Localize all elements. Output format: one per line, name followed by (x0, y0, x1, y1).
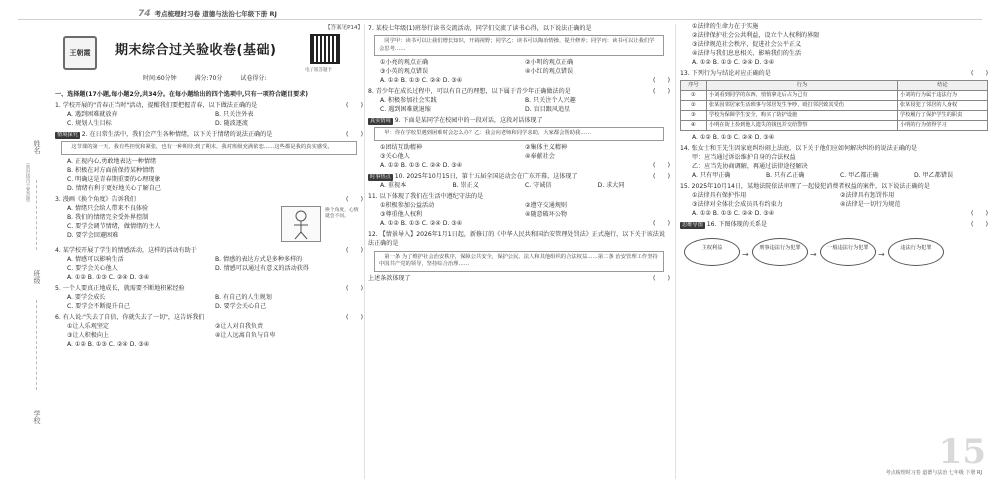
arrow-right-icon: → (810, 250, 817, 259)
option[interactable]: ④法律是一切行为规范 (840, 201, 901, 208)
column-1 (55, 22, 363, 349)
question-2 (55, 130, 363, 139)
option[interactable]: ③尊重他人权利 (380, 210, 423, 218)
q4-answer[interactable]: A. ①② B. ①③ C. ②④ D. ③④ (67, 273, 150, 281)
option[interactable]: A. 遇到困难就放弃 (67, 111, 118, 118)
q7-material (374, 35, 664, 56)
answer-blank[interactable]: ( ) (653, 172, 670, 180)
option[interactable]: B. 只有乙正确 (766, 172, 805, 179)
option[interactable]: ①团结互助精神 (380, 143, 423, 151)
option[interactable]: A. 情感可以影响生活 (67, 255, 124, 263)
column-3 (680, 22, 988, 278)
q7-options (368, 58, 670, 76)
q11-answer-text[interactable]: A. ①② B. ①③ C. ②④ D. ③④ (380, 219, 463, 227)
option[interactable]: D. 要学会关心自己 (215, 302, 267, 310)
q14-stem: 14. 张女士和王先生因家庭纠纷闹上法庭，以下关于他们应如何解决纠纷的说法正确的是 (680, 145, 918, 152)
option[interactable]: ②法律保护社会公共利益，设立个人权利的界限 (692, 32, 820, 39)
question-tag: 思维导图 (682, 222, 703, 228)
qr-caption: 电子版答题卡 (305, 68, 332, 73)
question-tag: 真实情境 (370, 118, 391, 124)
q1-options (55, 110, 363, 128)
option[interactable]: B. 有自己的人生规划 (215, 293, 272, 301)
q16-concept-map (680, 232, 988, 278)
table-row (681, 121, 988, 131)
question-10 (368, 172, 670, 181)
exam-time: 时间:60分钟 (143, 75, 177, 82)
binding-hint: （密封线内不要答题） (25, 160, 30, 205)
option[interactable]: D. 随波逐流 (215, 120, 248, 127)
q2-options (55, 157, 363, 193)
option[interactable]: D. 盲目跟风追星 (525, 106, 571, 113)
option[interactable]: ②法律具有惩罚作用 (840, 192, 895, 199)
page-number: 15 (938, 432, 986, 472)
option[interactable]: D. 甲乙都错误 (914, 172, 954, 179)
q2-quote: 这节课的第一天，我有些担忧和紧张，也有一种期待;到了期末，我对班级充满依恋……这些都是我的真实感受。 (71, 144, 333, 150)
answer-blank[interactable]: ( ) (346, 131, 363, 138)
table-header: 结论 (898, 81, 988, 91)
q4-options (55, 255, 363, 273)
section-heading: 一、选择题(17小题,每小题2分,共34分。在每小题给出的四个选项中,只有一项符合题目要求) (55, 91, 309, 98)
q7-quote: 同学甲：读书可以让我们增长知识，开阔视野；同学乙：读书可以陶冶情操，提升修养；同学丙：读书可以让我们学会思考…… (379, 38, 655, 52)
table-row (681, 91, 988, 101)
option[interactable]: ④奉献社会 (525, 152, 555, 160)
answer-blank[interactable]: ( ) (346, 246, 363, 254)
option[interactable]: C. 要学会调节情绪，做情绪的主人 (67, 222, 161, 230)
qtop-options (680, 22, 988, 58)
table-cell: 小刘看到同学的东西，悄悄拿走后占为己有 (707, 91, 898, 101)
q16-stem: 16. 下图体现的关系是 (706, 221, 768, 228)
answer-blank[interactable]: ( ) (653, 77, 670, 84)
answer-blank[interactable]: ( ) (971, 210, 988, 217)
answer-blank[interactable]: ( ) (971, 221, 988, 228)
column-divider (364, 24, 365, 479)
arrow-right-icon: → (742, 250, 749, 259)
option[interactable]: ④小红的观点错误 (525, 68, 574, 75)
class-label: 班级 (33, 270, 41, 284)
option[interactable]: C. 遇到困难就退缩 (380, 106, 431, 113)
question-13 (680, 69, 988, 78)
name-label: 姓名 (33, 140, 41, 154)
option[interactable]: ①让人乐观坚定 (67, 322, 110, 330)
binding-strip (22, 120, 52, 480)
q5-stem: 5. 一个人要真正地成长，就需要不断地积累经验 (55, 284, 185, 292)
table-cell: 小刘的行为属于违法行为 (898, 91, 988, 101)
table-cell: ② (681, 101, 707, 111)
series-title (18, 9, 277, 19)
option[interactable]: ①法律具有保护作用 (692, 192, 747, 199)
q7-stem: 7. 某校七年级(1)班举行读书交流活动，同学们交流了读书心得，以下说法正确的是 (368, 25, 592, 32)
page-footer: 考点梳理时习卷 道德与法治 七年级 下册 RJ (885, 470, 982, 476)
q11-stem: 11. 以下体现了我们在生活中遵纪守法的是 (368, 192, 484, 200)
option[interactable]: A. 正视内心,勇敢地表达一种情绪 (67, 157, 157, 165)
option[interactable]: ②集体主义精神 (525, 143, 568, 151)
option[interactable]: D. 情感可以通过有意义的活动获得 (215, 264, 309, 272)
option[interactable]: ②让人对自我负责 (215, 322, 264, 330)
question-8 (368, 87, 670, 96)
exam-meta (143, 74, 266, 83)
cartoon-figure-icon (282, 207, 320, 241)
q10-stem: 10. 2025年10月15日，第十五届全国运动会在广东开幕，这体现了 (394, 172, 578, 180)
option[interactable]: D. 要学会回避困难 (67, 231, 119, 239)
question-11 (368, 192, 670, 201)
qtop-answer[interactable]: A. ①② B. ①③ C. ②④ D. ③④ (692, 59, 775, 66)
q12-material (374, 251, 664, 272)
q14-dialogue (680, 153, 988, 171)
q7-answer-text[interactable]: A. ①② B. ①③ C. ②④ D. ③④ (380, 77, 463, 84)
answer-blank[interactable]: ( ) (346, 195, 363, 203)
answer-ref: 【答案见P14】 (325, 25, 363, 31)
q15-answer-text[interactable]: A. ①② B. ①③ C. ②④ D. ③④ (692, 210, 775, 217)
q11-answer (368, 219, 670, 228)
q13-table (680, 80, 988, 131)
option[interactable]: ②小明的观点正确 (525, 59, 574, 66)
q9-answer (368, 161, 670, 170)
option[interactable]: C. 守诚信 (525, 181, 552, 189)
question-1 (55, 101, 363, 110)
top-header (18, 6, 982, 20)
table-cell: 小明在街上捡到他人遗失的钱包并交给警察 (707, 121, 898, 131)
q9-options (368, 143, 670, 161)
q14-options (680, 171, 988, 180)
q6-options (55, 322, 363, 340)
q8-options (368, 96, 670, 114)
table-cell: 张某侵犯了邻居的人身权 (898, 101, 988, 111)
option[interactable]: C. 规划人生目标 (67, 120, 112, 127)
question-14 (680, 144, 988, 153)
answer-blank[interactable]: ( ) (346, 102, 363, 109)
option[interactable]: A. 情绪只会给人带来不良体验 (67, 204, 149, 212)
q12-stem: 12. 【情景导入】2026年1月1日起，新修订的《中华人民共和国治安管理处罚法》正式施行，以下关于该法说法正确的是 (368, 230, 665, 247)
q2-stem: 2. 在日常生活中，我们会产生各种情绪，以下关于情绪的说法正确的是 (81, 131, 273, 138)
binding-line (36, 300, 37, 390)
option[interactable]: B. 只关注外表 (215, 111, 254, 118)
q9-material (374, 127, 664, 141)
q9-answer-text[interactable]: A. ①② B. ①③ C. ②④ D. ③④ (380, 161, 463, 169)
table-cell: 学校履行了保护学生的职责 (898, 111, 988, 121)
q12-closing-text: 上述条款体现了 (368, 274, 411, 282)
q6-stem: 6. 有人说:"失去了自信，你就失去了一切"，这告诉我们 (55, 313, 205, 321)
question-4 (55, 246, 363, 255)
answer-blank[interactable]: ( ) (653, 88, 670, 95)
series-text: 考点梳理时习卷 道德与法治七年级下册 RJ (154, 10, 277, 18)
table-cell: ① (681, 91, 707, 101)
option[interactable]: B. 情感的表达方式是多种多样的 (215, 255, 303, 263)
option[interactable]: ①小亮的观点正确 (380, 59, 429, 66)
question-12 (368, 230, 670, 248)
answer-blank[interactable]: ( ) (653, 161, 670, 169)
q13-stem: 13. 下列行为与结论对应正确的是 (680, 70, 771, 77)
page-mark: 74 (138, 9, 151, 19)
table-header: 序号 (681, 81, 707, 91)
q9-stem: 9. 下面是某同学在校园中的一段对话，这段对话体现了 (394, 117, 543, 124)
table-row (681, 111, 988, 121)
q3-body (55, 204, 363, 244)
q6-answer[interactable]: A. ①② B. ①③ C. ②④ D. ③④ (67, 340, 150, 348)
table-cell: 小明的行为值得学习 (898, 121, 988, 131)
option[interactable]: D. 求大同 (597, 181, 625, 189)
arrow-right-icon: → (878, 250, 885, 259)
q15-stem: 15. 2025年10月14日，某地法院依法审理了一起侵犯消费者权益的案件，以下说法正确的是 (680, 183, 930, 190)
question-6 (55, 313, 363, 322)
table-row (681, 101, 988, 111)
q1-stem: 1. 学校开展的"青春正当时"活动，提醒我们要把握青春，以下做法正确的是 (55, 102, 258, 109)
option[interactable]: C. 要学会关心他人 (67, 264, 118, 272)
option[interactable]: ④让人远离自负与自卑 (215, 331, 276, 339)
q12-closing (368, 274, 670, 283)
option[interactable]: A. 要学会成长 (67, 293, 106, 301)
q3-options (55, 204, 277, 244)
dialogue-line: 乙：应当先协商调解，再通过法律途径解决 (692, 163, 808, 170)
column-2 (368, 22, 670, 283)
option[interactable]: ③法律对全体社会成员具有约束力 (692, 201, 783, 208)
option[interactable]: ③关心他人 (380, 152, 410, 160)
option[interactable]: ①法律的生命力在于实施 (692, 23, 759, 30)
cartoon-caption: 换个角度，心情就会不同。 (325, 207, 359, 219)
q11-options (368, 201, 670, 219)
answer-blank[interactable]: ( ) (653, 219, 670, 227)
option[interactable]: B. 我们的情绪完全受外界控制 (67, 213, 149, 221)
question-7 (368, 24, 670, 33)
q5-options (55, 293, 363, 311)
my-score: 试卷得分: (240, 75, 267, 82)
concept-node: 主权利益 (684, 238, 740, 266)
question-tag: 情境探究 (57, 132, 78, 138)
option[interactable]: B. 崇正义 (452, 181, 479, 189)
answer-blank[interactable]: ( ) (346, 284, 363, 292)
table-header: 行为 (707, 81, 898, 91)
question-9 (368, 116, 670, 125)
concept-node: 刑事违法行为犯罪 (752, 238, 808, 266)
option[interactable]: ③小英的观点错误 (380, 68, 429, 75)
q15-answer (680, 209, 988, 218)
table-header-row (681, 81, 988, 91)
question-5 (55, 284, 363, 293)
exam-score: 满分:70分 (194, 75, 223, 82)
question-16 (680, 220, 988, 229)
option[interactable]: ③法律规范社会秩序，促进社会公平正义 (692, 41, 802, 48)
q10-options (368, 181, 670, 190)
q8-stem: 8. 青少年在成长过程中，可以有自己的理想，以下属于青少年正确做法的是 (368, 88, 571, 95)
option[interactable]: ④法律与我们息息相关，影响我们的生活 (692, 50, 802, 57)
exam-title: 期末综合过关验收卷(基础) (115, 43, 277, 58)
q7-answer (368, 76, 670, 85)
question-3 (55, 195, 363, 204)
q9-quote: 甲：你在学校里遇到困难时会怎么办？乙：我会向老师和同学求助，大家都会帮助我…… (384, 130, 591, 136)
q3-stem: 3. 漫画《换个角度》告诉我们 (55, 195, 136, 203)
cartoon-image (281, 206, 321, 242)
option[interactable]: C. 甲乙都正确 (840, 172, 879, 179)
q4-stem: 4. 某学校开展了学生的情感活动，这样的活动有助于 (55, 246, 197, 254)
option[interactable]: A. 积极参加社会实践 (380, 97, 437, 104)
binding-line (36, 180, 37, 250)
concept-node: 违法行为犯罪 (888, 238, 944, 266)
option[interactable]: B. 积极在对方面前保持某种情绪 (67, 166, 155, 174)
answer-blank[interactable]: ( ) (346, 313, 363, 321)
title-block (55, 32, 363, 88)
dialogue-line: 甲：应当通过诉讼维护自身的合法权益 (692, 154, 796, 161)
school-label: 学校 (33, 410, 41, 424)
option[interactable]: A. 只有甲正确 (692, 172, 731, 179)
option[interactable]: C. 明确这是青春期重要的心理现象 (67, 175, 161, 183)
q15-options (680, 191, 988, 209)
brand-logo-icon: 王朝霞 (63, 36, 97, 70)
q12-quote: 第一条 为了维护社会治安秩序，保障公共安全，保护公民、法人和其他组织的合法权益……第二条 治安管理工作坚持中国共产党的领导，坚持综合治理…… (379, 253, 658, 267)
option[interactable]: ①积极参加公益活动 (380, 201, 435, 209)
question-tag: 时事热点 (370, 173, 391, 180)
table-cell: ③ (681, 111, 707, 121)
option[interactable]: C. 要学会不断提升自己 (67, 302, 130, 310)
option[interactable]: D. 情绪有利于更好地关心了解自己 (67, 184, 161, 192)
answer-blank[interactable]: ( ) (653, 274, 670, 282)
table-cell: 张某因邻居家生活琐事与邻居发生争吵，殴打邻居致其受伤 (707, 101, 898, 111)
option[interactable]: B. 只关注个人兴趣 (525, 97, 576, 104)
option[interactable]: ③让人积极向上 (67, 331, 110, 339)
column-divider (675, 24, 676, 479)
q13-answer[interactable]: A. ①② B. ①③ C. ②④ D. ③④ (692, 134, 775, 141)
option[interactable]: A. 重视本 (380, 181, 407, 189)
table-cell: 学校为保障学生安全，购买了防护设施 (707, 111, 898, 121)
option[interactable]: ④随意破坏公物 (525, 210, 568, 218)
question-15 (680, 182, 988, 191)
qr-code-icon[interactable] (310, 34, 340, 64)
table-cell: ④ (681, 121, 707, 131)
option[interactable]: ②遵守交通规则 (525, 201, 568, 209)
answer-blank[interactable]: ( ) (971, 70, 988, 77)
q2-material (61, 141, 357, 155)
concept-node: 一般违法行为犯罪 (820, 238, 876, 266)
